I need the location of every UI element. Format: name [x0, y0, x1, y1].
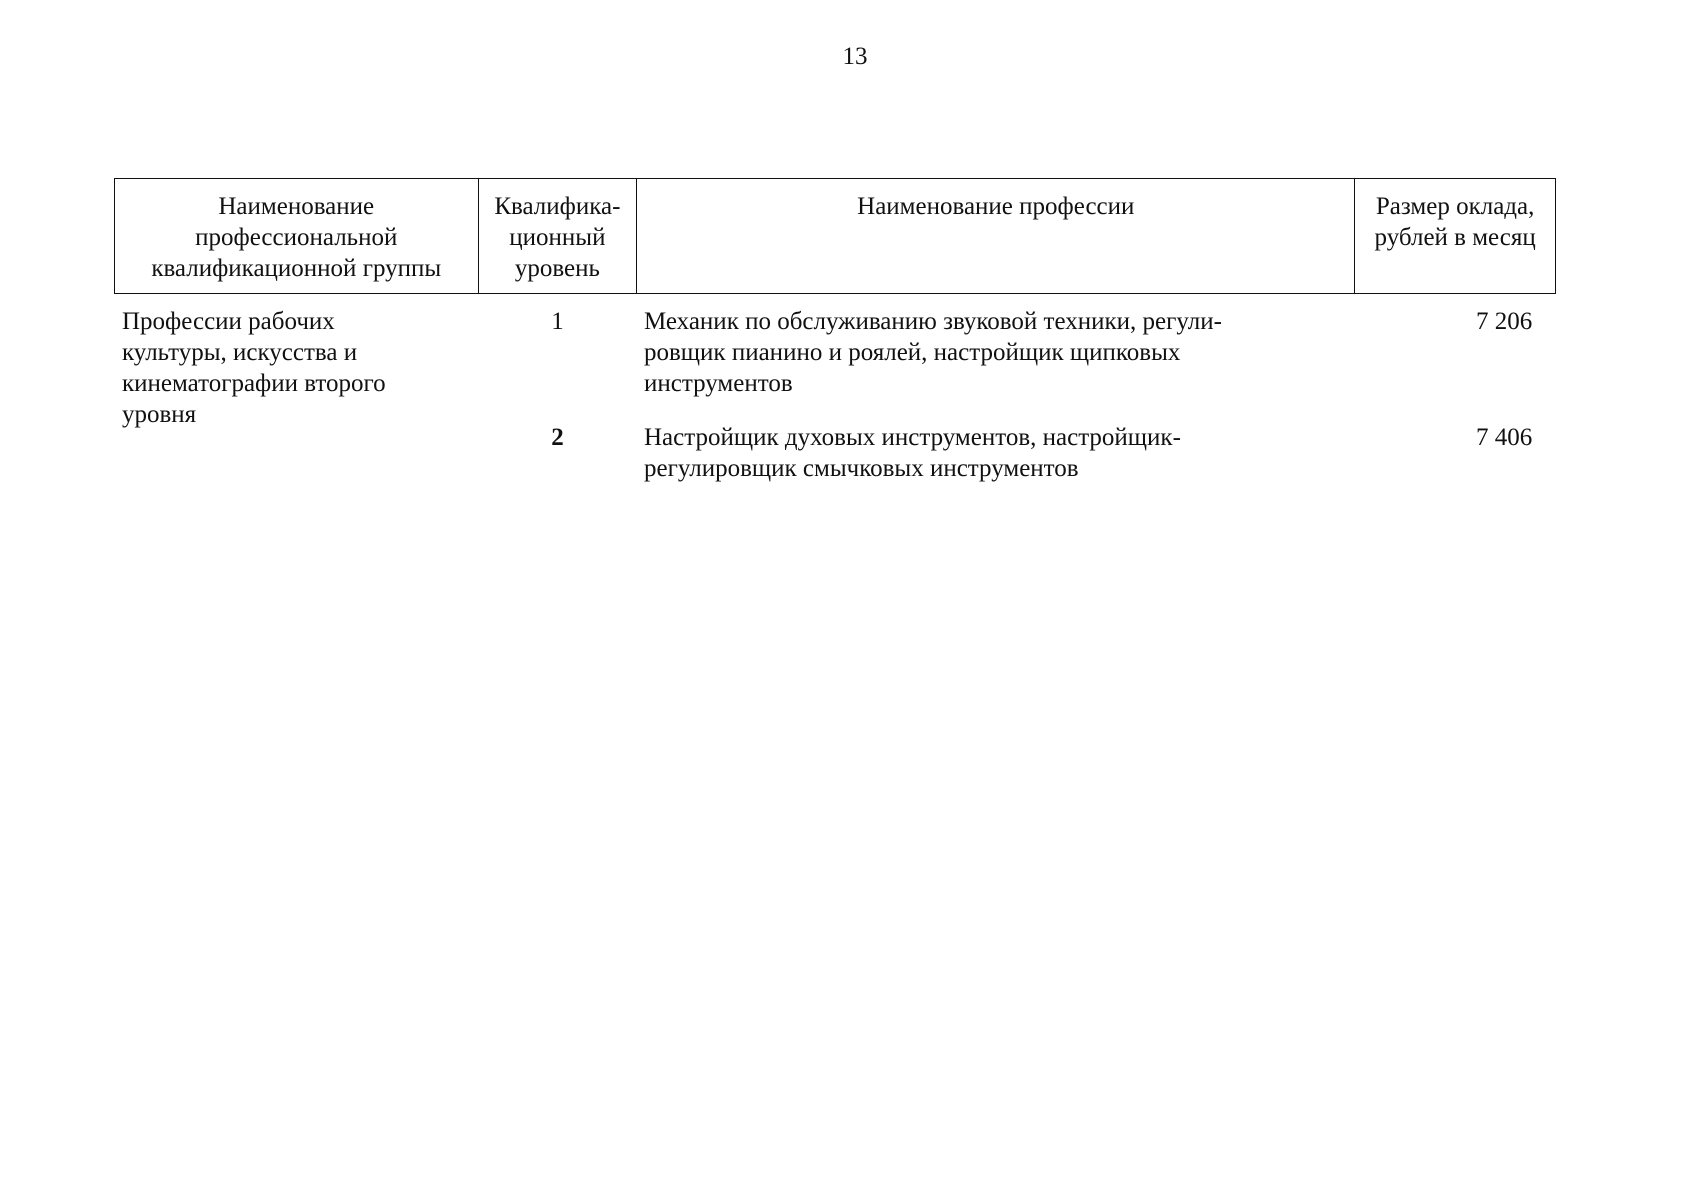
header-profession-name — [637, 179, 1355, 293]
header-line: квалификационной группы — [151, 255, 442, 282]
qualification-level-cell: 1 — [551, 308, 564, 335]
group-name-line: кинематографии второго — [122, 370, 386, 397]
header-salary — [1355, 179, 1555, 293]
header-line: Наименование профессии — [857, 193, 1135, 220]
salary-cell: 7 406 — [1476, 424, 1533, 451]
header-line: Наименование — [218, 193, 375, 220]
profession-cell — [644, 422, 1344, 484]
group-name-line: культуры, искусства и — [122, 339, 358, 366]
header-group-name — [115, 179, 479, 293]
profession-line: инструментов — [644, 370, 793, 397]
header-line: рублей в месяц — [1374, 224, 1536, 251]
profession-line: Настройщик духовых инструментов, настройщик- — [644, 424, 1181, 451]
salary-cell: 7 206 — [1476, 308, 1533, 335]
profession-line: регулировщик смычковых инструментов — [644, 455, 1079, 482]
header-line: Квалифика- — [494, 193, 621, 220]
group-name-line: Профессии рабочих — [122, 308, 335, 335]
group-name-line: уровня — [122, 401, 197, 428]
qualification-level-cell: 2 — [551, 424, 564, 451]
profession-line: Механик по обслуживанию звуковой техники, регули- — [644, 308, 1222, 335]
table-header — [114, 178, 1556, 294]
profession-line: ровщик пианино и роялей, настройщик щипковых — [644, 339, 1181, 366]
header-line: уровень — [514, 255, 600, 282]
header-line: ционный — [509, 224, 606, 251]
header-qualification-level — [479, 179, 638, 293]
header-line: профессиональной — [195, 224, 398, 251]
page-number: 13 — [842, 43, 868, 70]
group-name-cell — [122, 306, 462, 430]
header-line: Размер оклада, — [1375, 193, 1535, 220]
profession-cell — [644, 306, 1344, 399]
